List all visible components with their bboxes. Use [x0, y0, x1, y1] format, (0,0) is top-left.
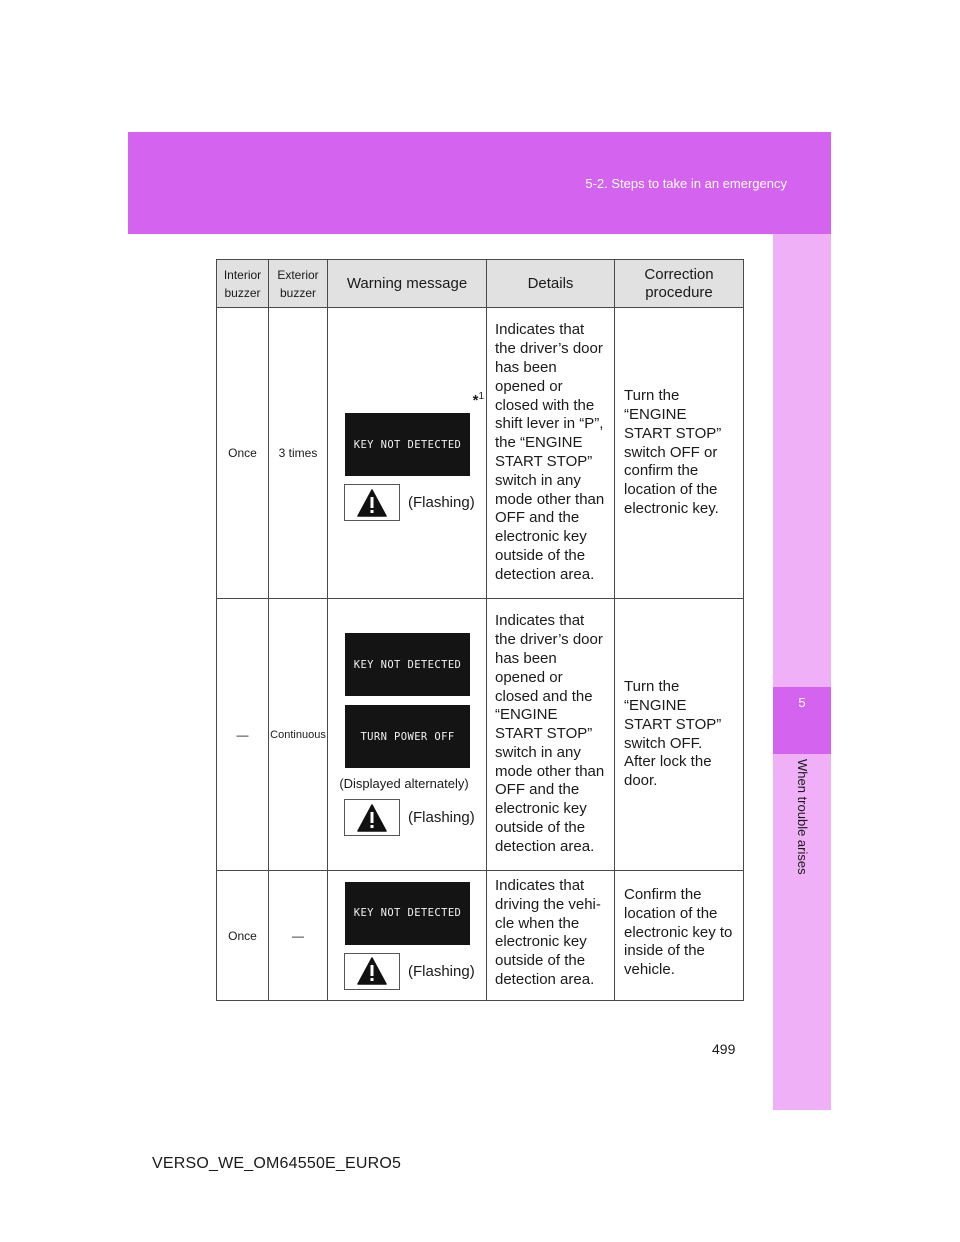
- exclamation-triangle-icon: [344, 799, 400, 836]
- lcd-display: KEY NOT DETECTED: [345, 633, 470, 696]
- document-code: VERSO_WE_OM64550E_EURO5: [152, 1155, 402, 1172]
- warning-message-cell: [328, 871, 487, 1001]
- details-cell: Indicates that the driver’s door has been opened or closed and the “ENGINE START STOP” switch in any mode other than OFF and the electronic key outside of the detection area.: [487, 599, 615, 871]
- table-row: [217, 599, 744, 871]
- exclamation-triangle-icon: [344, 953, 400, 990]
- exclamation-triangle-icon: [344, 484, 400, 521]
- lcd-display: KEY NOT DETECTED: [345, 882, 470, 945]
- exterior-buzzer-cell: 3 times: [269, 308, 328, 599]
- lcd-display: TURN POWER OFF: [345, 705, 470, 768]
- warning-table: [216, 259, 744, 1001]
- correction-cell: Confirm the location of the electronic key to inside of the vehicle.: [615, 871, 744, 1001]
- header-exterior-buzzer: Exterior buzzer: [269, 260, 328, 308]
- page-number: 499: [712, 1041, 736, 1057]
- interior-buzzer-cell: —: [217, 599, 269, 871]
- flashing-label: (Flashing): [408, 809, 475, 826]
- warning-message-cell: [328, 599, 487, 871]
- header-correction: Correction procedure: [615, 260, 744, 308]
- correction-cell: Turn the “ENGINE START STOP” switch OFF. After lock the door.: [615, 599, 744, 871]
- section-title: 5-2. Steps to take in an emergency: [585, 176, 787, 191]
- flashing-label: (Flashing): [408, 962, 475, 980]
- flashing-label: (Flashing): [408, 494, 475, 511]
- correction-cell: Turn the “ENGINE START STOP” switch OFF or confirm the location of the electronic key.: [615, 308, 744, 599]
- exterior-buzzer-cell: Continuous: [269, 599, 328, 871]
- chapter-side-tab[interactable]: [773, 234, 831, 1110]
- details-cell: Indicates that driving the vehi-cle when the electronic key outside of the detection area.: [487, 871, 615, 1001]
- alternate-note: (Displayed alternately): [339, 776, 469, 791]
- exterior-buzzer-cell: —: [269, 871, 328, 1001]
- chapter-label: When trouble arises: [795, 759, 810, 875]
- lcd-display: KEY NOT DETECTED: [345, 413, 470, 476]
- warning-message-cell: [328, 308, 487, 599]
- header-band: [128, 132, 831, 234]
- header-warning-message: Warning message: [328, 260, 487, 308]
- interior-buzzer-cell: Once: [217, 308, 269, 599]
- header-details: Details: [487, 260, 615, 308]
- header-interior-buzzer: Interior buzzer: [217, 260, 269, 308]
- chapter-number: 5: [798, 695, 806, 710]
- chapter-number-box: [773, 687, 831, 754]
- table-header-row: [217, 260, 744, 308]
- footnote-marker: *$^1$: [472, 391, 484, 409]
- details-cell: Indicates that the driver’s door has been opened or closed with the shift lever in “P”, the “ENGINE START STOP” switch in any mode other than OFF and the electronic key outside of the detection area.: [487, 308, 615, 599]
- table-row: [217, 871, 744, 1001]
- table-row: [217, 308, 744, 599]
- interior-buzzer-cell: Once: [217, 871, 269, 1001]
